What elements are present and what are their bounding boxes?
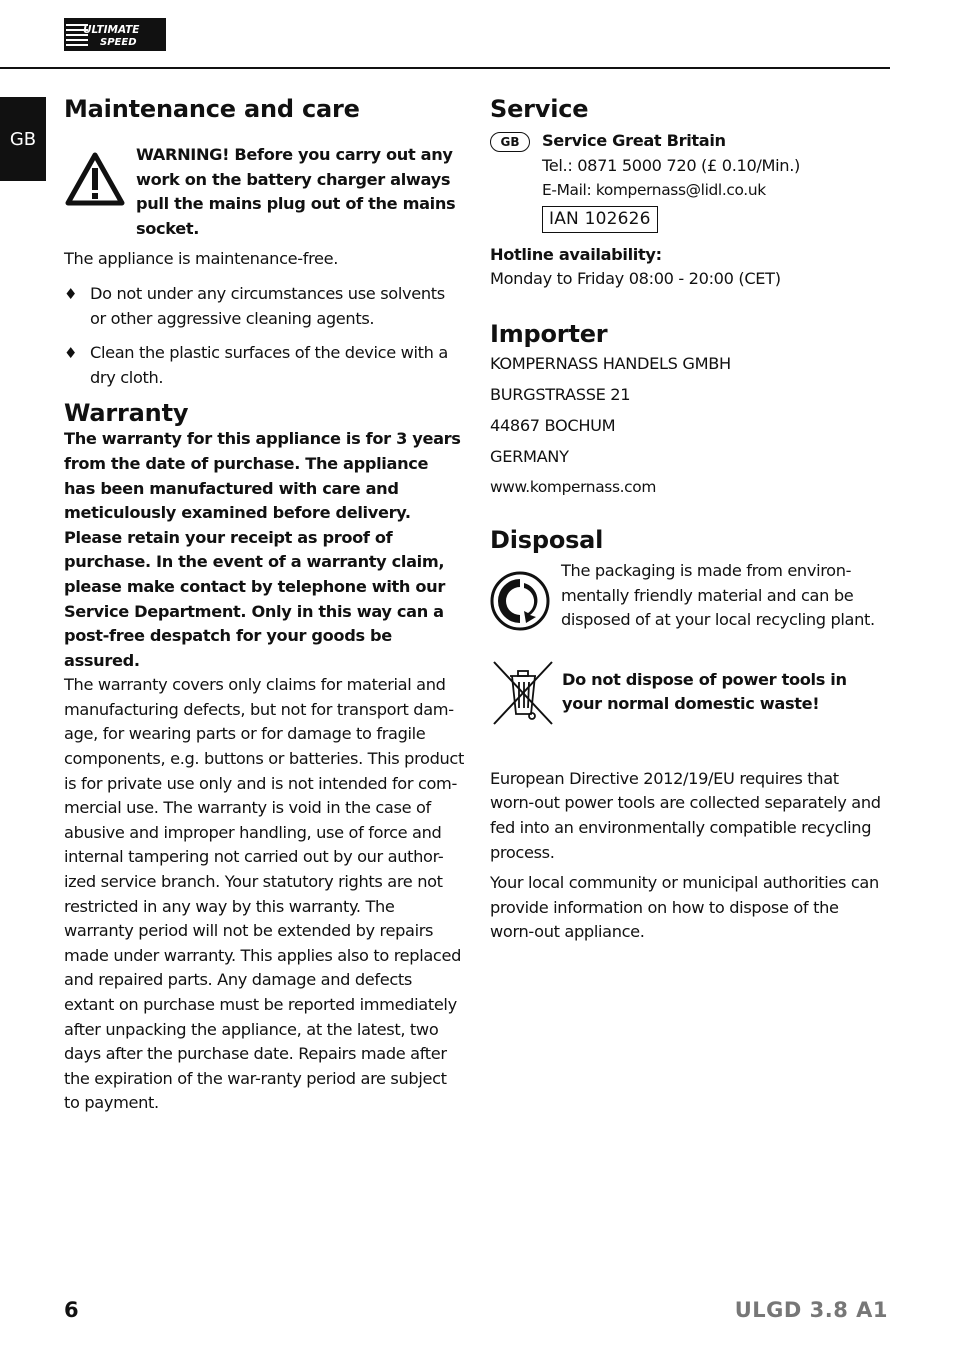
list-item-text: Do not under any circumstances use solvents or other aggressive cleaning agents. bbox=[90, 283, 445, 328]
service-block bbox=[490, 129, 885, 233]
maintenance-title: Maintenance and care bbox=[64, 95, 360, 123]
importer-line: BURGSTRASSE 21 bbox=[490, 384, 631, 404]
list-item bbox=[64, 282, 464, 331]
service-title: Service bbox=[490, 95, 589, 123]
left-column bbox=[64, 92, 464, 1116]
importer-website: www.kompernass.com bbox=[490, 477, 656, 496]
page-number: 6 bbox=[64, 1298, 79, 1322]
hotline-label: Hotline availability: bbox=[490, 244, 662, 264]
gb-badge: GB bbox=[490, 132, 530, 152]
list-item bbox=[64, 341, 464, 390]
diamond-bullet-icon: ♦ bbox=[64, 344, 78, 363]
local-authority-text: Your local community or municipal authorities can provide information on how to dispose of the worn-out appliance. bbox=[490, 873, 879, 942]
green-dot-recycling-icon bbox=[490, 571, 550, 631]
model-number: ULGD 3.8 A1 bbox=[734, 1298, 888, 1322]
service-tel: Tel.: 0871 5000 720 (£ 0.10/Min.) bbox=[542, 155, 800, 175]
importer-address bbox=[490, 348, 885, 503]
hotline-hours: Monday to Friday 08:00 - 20:00 (CET) bbox=[490, 269, 781, 289]
warning-block bbox=[64, 143, 464, 241]
brand-logo bbox=[64, 18, 166, 51]
importer-line: KOMPERNASS HANDELS GMBH bbox=[490, 353, 731, 373]
warning-triangle-icon bbox=[64, 151, 126, 209]
right-column bbox=[490, 92, 885, 945]
weee-block bbox=[490, 668, 885, 726]
diamond-bullet-icon: ♦ bbox=[64, 284, 78, 303]
directive-text: European Directive 2012/19/EU requires that worn-out power tools are collected separately and fed into an environmentally compatible recycling process. bbox=[490, 768, 881, 862]
logo-text-1: ULTIMATE bbox=[83, 24, 140, 36]
packaging-block bbox=[490, 559, 885, 633]
ian-box: IAN 102626 bbox=[542, 206, 658, 233]
importer-line: GERMANY bbox=[490, 446, 569, 466]
importer-title: Importer bbox=[490, 319, 608, 348]
service-name: Service Great Britain bbox=[542, 131, 726, 150]
header-rule bbox=[0, 67, 890, 69]
warranty-title: Warranty bbox=[64, 399, 189, 428]
warning-text: WARNING! Before you carry out any work on the battery charger always pull the mains plug out of the mains socket. bbox=[136, 145, 456, 238]
warranty-body: The warranty covers only claims for material and manufacturing defects, but not for transport dam-age, for wearing parts or for damage to fragile components, e.g. buttons or batteries. This product is for private use only and is not intended for com-mercial use. The warranty is void in the case of abusive and improper handling, use of force and internal tampering not carried out by our author-ized service branch. Your statutory rights are not restricted in any way by this warranty. The warranty period will not be extended by repairs made under warranty. This applies also to replaced and repaired parts. Any damage and defects extant on purchase must be reported immediately after unpacking the appliance, at the latest, two days after the purchase date. Repairs made after the expiration of the war-ranty period are subject to payment. bbox=[64, 675, 464, 1113]
importer-line: 44867 BOCHUM bbox=[490, 415, 616, 435]
warranty-bold-text: The warranty for this appliance is for 3 years from the date of purchase. The appliance has been manufactured with care and meticulously examined before delivery. Please retain your receipt as proof of purchase. In the event of a warranty claim, please make contact by telephone with our Service Department. Only in this way can a post-free despatch for your goods be assured. bbox=[64, 429, 461, 670]
service-email: E-Mail: kompernass@lidl.co.uk bbox=[542, 181, 766, 200]
language-tab: GB bbox=[0, 97, 46, 181]
maintenance-intro: The appliance is maintenance-free. bbox=[64, 249, 339, 269]
list-item-text: Clean the plastic surfaces of the device with a dry cloth. bbox=[90, 343, 448, 387]
packaging-text: The packaging is made from environ-mentally friendly material and can be disposed of at your local recycling plant. bbox=[561, 560, 875, 630]
logo-text-2: SPEED bbox=[100, 37, 137, 48]
weee-warning-text: Do not dispose of power tools in your normal domestic waste! bbox=[562, 669, 847, 714]
disposal-title: Disposal bbox=[490, 525, 604, 554]
crossed-out-bin-icon bbox=[490, 658, 556, 726]
